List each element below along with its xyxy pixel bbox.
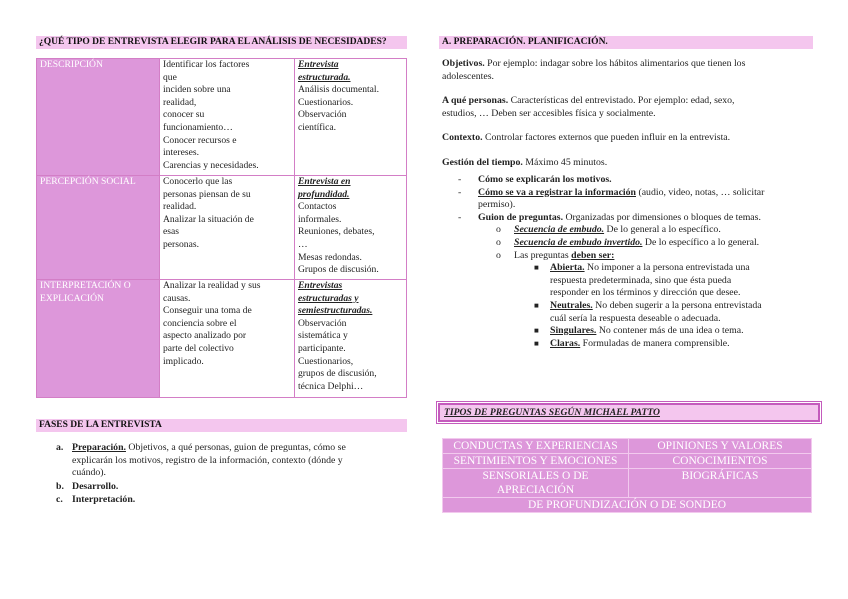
list-item: ■ Singulares. No contener más de una idea o tema. (534, 325, 744, 337)
list-item: - Guion de preguntas. Organizadas por dimensiones o bloques de temas. (458, 211, 761, 223)
table-row (443, 454, 812, 469)
table-row (37, 280, 407, 398)
interview-cell: Entrevistas estructuradas y semiestructuradas. Observación sistemática y participante. Cuestionarios, grupos de discusión, técnica Delphi… (295, 280, 407, 398)
list-item: ■ Abierta. No imponer a la persona entrevistada una respuesta predeterminada, sino que ésta pueda responder en los términos y dirección que desee. (534, 262, 750, 299)
description-cell: Conocerlo que las personas piensan de su realidad. Analizar la situación de esas personas. (160, 176, 295, 280)
tipo-sensoriales: SENSORIALES O DE APRECIACIÓN (443, 469, 629, 498)
tipo-opiniones: OPINIONES Y VALORES (629, 439, 812, 454)
category-interpretacion: INTERPRETACIÓN O EXPLICACIÓN (37, 280, 160, 398)
interview-cell: Entrevista estructurada. Análisis documental. Cuestionarios. Observación científica. (295, 59, 407, 176)
list-item: o Secuencia de embudo invertido. De lo específico a lo general. (496, 236, 760, 248)
personas-paragraph: A qué personas. Características del entrevistado. Por ejemplo: edad, sexo, estudios, … Deben ser accesibles física y socialmente. (442, 95, 735, 119)
list-item: b. Desarrollo. (56, 480, 119, 492)
table-row (443, 439, 812, 454)
list-item: c. Interpretación. (56, 494, 136, 506)
list-item: a. Preparación. Objetivos, a qué personas, guion de preguntas, cómo se explicarán los motivos, registro de la información, contexto (dónde y cuándo). (56, 442, 346, 479)
list-item: - Cómo se explicarán los motivos. (458, 174, 612, 185)
list-item: o Las preguntas deben ser: (496, 249, 615, 261)
tipo-conocimientos: CONOCIMIENTOS (629, 454, 812, 469)
objetivos-paragraph: Objetivos. Por ejemplo: indagar sobre los hábitos alimentarios que tienen los adolescentes. (442, 58, 746, 82)
category-descripcion: DESCRIPCIÓN (37, 59, 160, 176)
table-row (37, 176, 407, 280)
description-cell: Analizar la realidad y sus causas. Conseguir una toma de conciencia sobre el aspecto analizado por parte del colectivo implicado. (160, 280, 295, 398)
list-item: ■ Claras. Formuladas de manera comprensible. (534, 337, 730, 349)
list-item: o Secuencia de embudo. De lo general a lo específico. (496, 224, 721, 236)
tiempo-paragraph: Gestión del tiempo. Máximo 45 minutos. (442, 156, 608, 168)
tipos-preguntas-title: TIPOS DE PREGUNTAS SEGÚN MICHAEL PATTO (438, 403, 820, 422)
interview-type-table (36, 58, 407, 398)
fases-list (56, 442, 401, 507)
tipo-biograficas: BIOGRÁFICAS (629, 469, 812, 498)
description-cell: Identificar los factores que inciden sobre una realidad, conocer su funcionamiento… Conocer recursos e intereses. Carencias y necesidades. (160, 59, 295, 176)
list-item: ■ Neutrales. No deben sugerir a la persona entrevistada cuál sería la respuesta deseable o adecuada. (534, 299, 762, 324)
tipos-preguntas-table (442, 438, 812, 513)
list-item: - Cómo se va a registrar la información (audio, video, notas, … solicitar permiso). (458, 186, 765, 211)
tipo-profundizacion: DE PROFUNDIZACIÓN O DE SONDEO (443, 498, 812, 513)
interview-cell: Entrevista en profundidad. Contactos informales. Reuniones, debates, … Mesas redondas. Grupos de discusión. (295, 176, 407, 280)
preparacion-bullets (458, 174, 812, 350)
preparacion-body (442, 58, 812, 170)
needs-analysis-header: ¿QUÉ TIPO DE ENTREVISTA ELEGIR PARA EL ANÁLISIS DE NECESIDADES? (36, 36, 407, 49)
contexto-paragraph: Contexto. Controlar factores externos que pueden influir en la entrevista. (442, 132, 731, 144)
table-row (443, 469, 812, 498)
fases-header: FASES DE LA ENTREVISTA (36, 419, 407, 432)
table-row (443, 498, 812, 513)
category-percepcion: PERCEPCIÓN SOCIAL (37, 176, 160, 280)
tipo-sentimientos: SENTIMIENTOS Y EMOCIONES (443, 454, 629, 469)
preparacion-header: A. PREPARACIÓN. PLANIFICACIÓN. (439, 36, 813, 49)
table-row (37, 59, 407, 176)
tipo-conductas: CONDUCTAS Y EXPERIENCIAS (443, 439, 629, 454)
